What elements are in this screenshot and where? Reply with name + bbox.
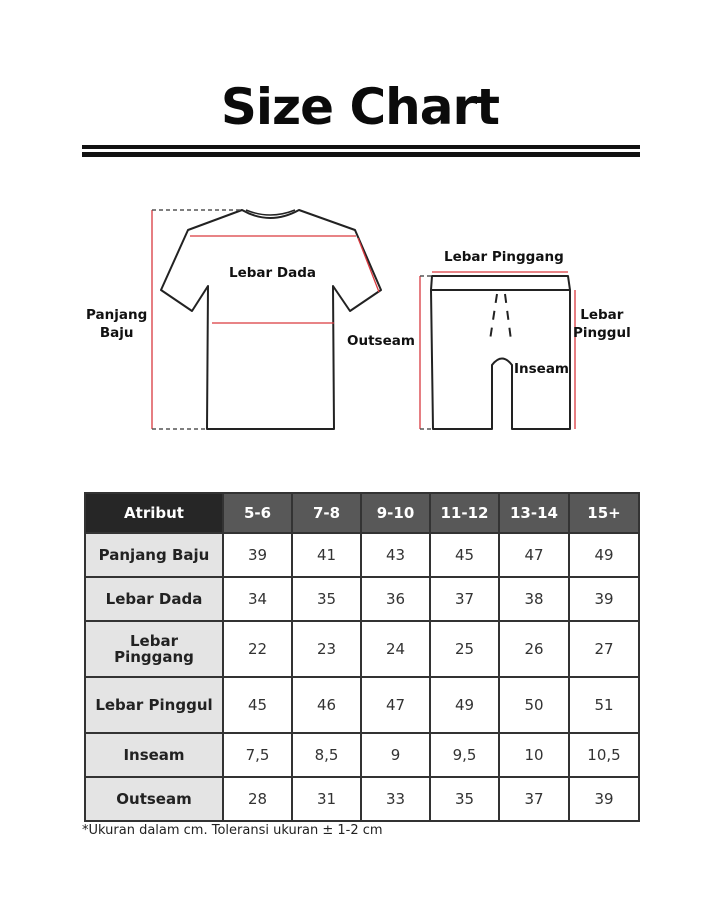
footnote: *Ukuran dalam cm. Toleransi ukuran ± 1-2 cm: [82, 823, 383, 838]
header-size: 13-14: [499, 493, 569, 533]
cell: 10,5: [569, 733, 639, 777]
tshirt-dashed-guides: [152, 210, 240, 429]
header-size: 11-12: [430, 493, 499, 533]
table-row: [85, 733, 639, 777]
label-inseam: Inseam: [514, 361, 570, 377]
cell: 45: [223, 677, 292, 733]
cell: 49: [430, 677, 499, 733]
header-size: 7-8: [292, 493, 361, 533]
table-header-row: [85, 493, 639, 533]
row-label: Outseam: [85, 777, 223, 821]
cell: 36: [361, 577, 430, 621]
page-title: Size Chart: [220, 78, 500, 136]
cell: 10: [499, 733, 569, 777]
label-lebar-pinggang: Lebar Pinggang: [444, 249, 564, 265]
header-size: 9-10: [361, 493, 430, 533]
header-atribut: Atribut: [85, 493, 223, 533]
tshirt-measure-lines: [152, 210, 379, 429]
cell: 9,5: [430, 733, 499, 777]
cell: 35: [292, 577, 361, 621]
cell: 39: [223, 533, 292, 577]
cell: 26: [499, 621, 569, 677]
cell: 25: [430, 621, 499, 677]
measurement-diagram: [0, 190, 720, 450]
table-row: [85, 533, 639, 577]
table-row: [85, 777, 639, 821]
table-row: [85, 677, 639, 733]
row-label: Panjang Baju: [85, 533, 223, 577]
cell: 37: [430, 577, 499, 621]
cell: 7,5: [223, 733, 292, 777]
row-label: Lebar Pinggul: [85, 677, 223, 733]
cell: 8,5: [292, 733, 361, 777]
cell: 49: [569, 533, 639, 577]
cell: 45: [430, 533, 499, 577]
cell: 9: [361, 733, 430, 777]
title-divider-top: [82, 145, 640, 149]
cell: 41: [292, 533, 361, 577]
cell: 51: [569, 677, 639, 733]
shorts-drawstring: [490, 294, 511, 340]
label-outseam: Outseam: [347, 333, 415, 349]
cell: 33: [361, 777, 430, 821]
header-size: 5-6: [223, 493, 292, 533]
cell: 39: [569, 777, 639, 821]
cell: 46: [292, 677, 361, 733]
tshirt-icon: [161, 210, 381, 429]
cell: 35: [430, 777, 499, 821]
label-panjang-baju: Panjang Baju: [86, 307, 148, 341]
cell: 47: [499, 533, 569, 577]
cell: 34: [223, 577, 292, 621]
header-size: 15+: [569, 493, 639, 533]
cell: 38: [499, 577, 569, 621]
cell: 43: [361, 533, 430, 577]
cell: 50: [499, 677, 569, 733]
cell: 39: [569, 577, 639, 621]
row-label: Inseam: [85, 733, 223, 777]
cell: 24: [361, 621, 430, 677]
table-row: [85, 577, 639, 621]
cell: 27: [569, 621, 639, 677]
cell: 37: [499, 777, 569, 821]
shorts-icon: [431, 276, 570, 429]
size-table: [84, 492, 640, 822]
cell: 23: [292, 621, 361, 677]
cell: 22: [223, 621, 292, 677]
row-label: Lebar Dada: [85, 577, 223, 621]
cell: 31: [292, 777, 361, 821]
title-divider-bottom: [82, 152, 640, 157]
cell: 28: [223, 777, 292, 821]
label-lebar-dada: Lebar Dada: [229, 265, 316, 281]
label-lebar-pinggul: Lebar Pinggul: [573, 307, 631, 341]
cell: 47: [361, 677, 430, 733]
table-row: [85, 621, 639, 677]
row-label: Lebar Pinggang: [85, 621, 223, 677]
